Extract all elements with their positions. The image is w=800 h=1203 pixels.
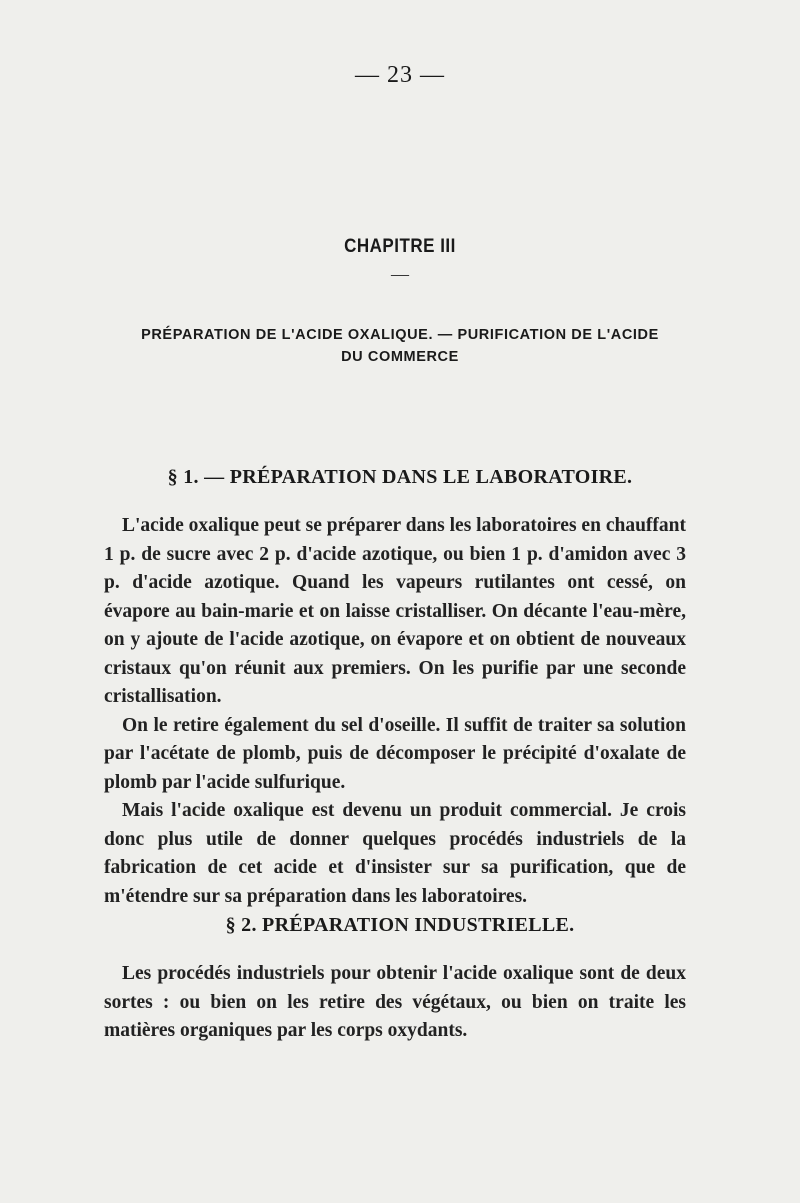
paragraph: Les procédés industriels pour obtenir l'acide oxalique sont de deux sortes : ou bien on les retire des végétaux, ou bien on traite les matières organiques par les corps oxydants.	[104, 963, 686, 1041]
paragraph: Mais l'acide oxalique est devenu un produit commercial. Je crois donc plus utile de donner quelques procédés industriels de la fabrication de cet acide et d'insister sur sa purification, que de m'étendre sur sa préparation dans les laboratoires.	[104, 800, 686, 907]
section-2-heading: § 2. PRÉPARATION INDUSTRIELLE.	[225, 914, 575, 936]
chapter-dash: —	[391, 264, 409, 284]
section-1-body	[104, 512, 686, 911]
chapter-title-line-1: PRÉPARATION DE L'ACIDE OXALIQUE. — PURIFICATION DE L'ACIDE	[141, 327, 659, 343]
section-2-body	[104, 960, 686, 1046]
paragraph: L'acide oxalique peut se préparer dans les laboratoires en chauffant 1 p. de sucre avec 2 p. d'acide azotique, ou bien 1 p. d'amidon avec 3 p. d'acide azotique. Quand les vapeurs rutilantes ont cessé, on évapore au bain-marie et on laisse cristalliser. On décante l'eau-mère, on y ajoute de l'acide azotique, on évapore et on obtient de nouveaux cristaux qu'on réunit aux premiers. On les purifie par une seconde cristallisation.	[104, 515, 686, 707]
chapter-title	[104, 324, 696, 368]
chapter-heading: CHAPITRE III	[344, 234, 456, 257]
section-1-heading: § 1. — PRÉPARATION DANS LE LABORATOIRE.	[167, 466, 633, 488]
page-number: — 23 —	[355, 62, 445, 88]
chapter-title-line-2: DU COMMERCE	[341, 349, 459, 365]
paragraph: On le retire également du sel d'oseille. Il suffit de traiter sa solution par l'acétate de plomb, puis de décomposer le précipité d'oxalate de plomb par l'acide sulfurique.	[104, 714, 686, 793]
